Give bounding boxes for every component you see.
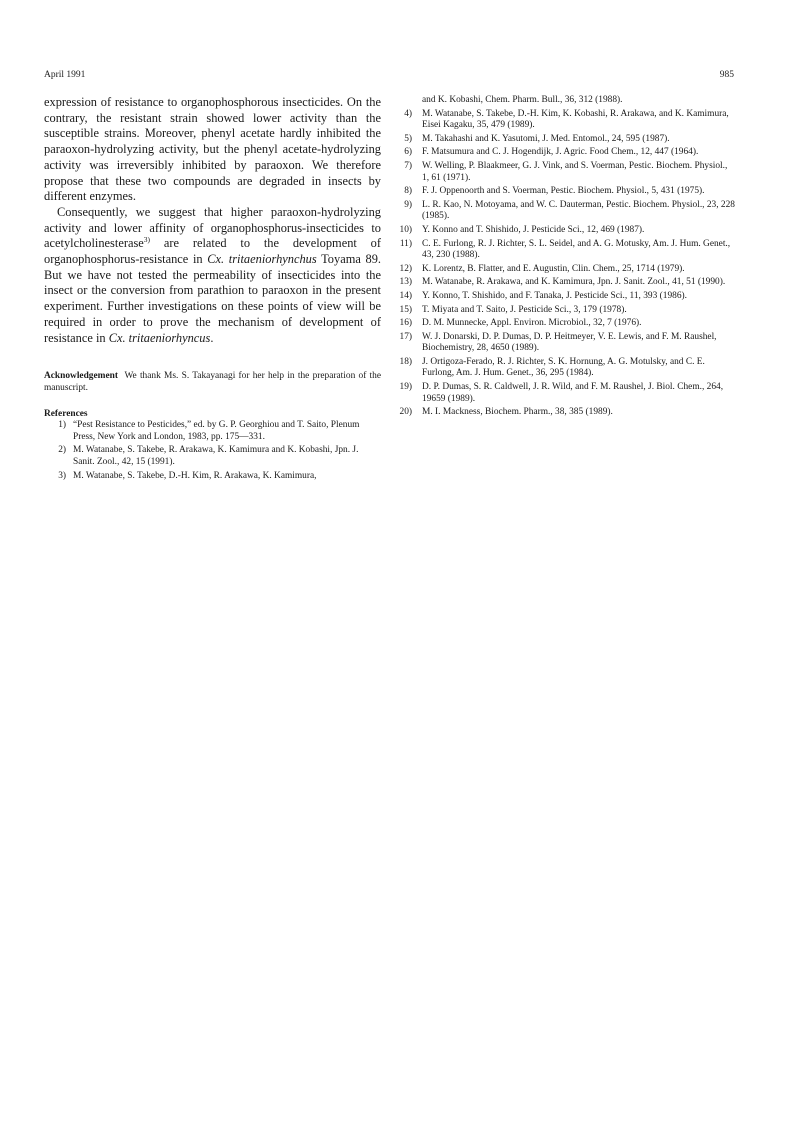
citation-sup: 3) <box>143 235 151 245</box>
reference-item <box>398 291 736 303</box>
reference-number: 12) <box>399 263 412 274</box>
reference-item <box>398 305 736 317</box>
reference-number: 9) <box>404 199 412 210</box>
paragraph-2-part-b: are related to the development of organophosphorus-resistance in <box>44 236 381 267</box>
acknowledgement-text: We thank Ms. S. Takayanagi for her help in the preparation of the manuscript. <box>44 371 382 394</box>
reference-number: 17) <box>399 331 412 342</box>
paragraph-1: expression of resistance to organophosphorous insecticides. On the contrary, the resistant strain showed lower activity than the susceptible strains. Moreover, phenyl acetate hardly inhibited the paraoxon-hydrolyzing activity, but the phenyl acetate-hydrolyzing activity was irreversibly inhibited by paraoxon. We therefore propose that these two compounds are degraded in insects by different enzymes. <box>44 95 381 204</box>
reference-text: M. Takahashi and K. Yasutomi, J. Med. Entomol., 24, 595 (1987). <box>422 133 670 144</box>
reference-item <box>398 186 736 198</box>
reference-number: 2) <box>58 445 66 456</box>
reference-number: 8) <box>404 186 412 197</box>
reference-item <box>398 225 736 237</box>
reference-number: 18) <box>399 356 412 367</box>
reference-number: 3) <box>58 470 66 481</box>
reference-number: 16) <box>399 318 412 329</box>
reference-number: 19) <box>399 382 412 393</box>
acknowledgement-label: Acknowledgement <box>44 371 118 382</box>
references-heading: References <box>44 409 88 420</box>
reference-text: Y. Konno, T. Shishido, and F. Tanaka, J. Pesticide Sci., 11, 393 (1986). <box>422 290 687 301</box>
references-list-right <box>398 95 736 419</box>
reference-item <box>398 161 736 184</box>
reference-item <box>398 239 736 262</box>
reference-text: D. P. Dumas, S. R. Caldwell, J. R. Wild, and F. M. Raushel, J. Biol. Chem., 264, 19659 (1989). <box>422 382 724 404</box>
reference-item <box>44 445 381 468</box>
reference-text: W. Welling, P. Blaakmeer, G. J. Vink, and S. Voerman, Pestic. Biochem. Physiol., 1, 61 (1971). <box>422 160 728 183</box>
reference-text: M. Watanabe, R. Arakawa, and K. Kamimura, Jpn. J. Sanit. Zool., 41, 51 (1990). <box>422 277 726 288</box>
reference-text: M. Watanabe, S. Takebe, D.-H. Kim, R. Arakawa, K. Kamimura, <box>73 470 317 481</box>
reference-text: “Pest Resistance to Pesticides,” ed. by G. P. Georghiou and T. Saito, Plenum Press, New York and London, 1983, pp. 175—331. <box>73 420 360 442</box>
reference-text: F. Matsumura and C. J. Hogendijk, J. Agric. Food Chem., 12, 447 (1964). <box>422 147 699 158</box>
right-column <box>398 95 736 421</box>
reference-text: and K. Kobashi, Chem. Pharm. Bull., 36, 312 (1988). <box>422 95 623 105</box>
reference-item <box>398 382 736 405</box>
reference-item <box>398 147 736 159</box>
reference-item <box>398 332 736 355</box>
reference-text: M. Watanabe, S. Takebe, D.-H. Kim, K. Kobashi, R. Arakawa, and K. Kamimura, Eisei Kagaku, 35, 479 (1989). <box>422 108 729 131</box>
reference-number: 13) <box>399 277 412 288</box>
reference-continuation <box>398 95 736 107</box>
reference-number: 4) <box>404 108 412 119</box>
reference-item <box>398 318 736 330</box>
reference-text: K. Lorentz, B. Flatter, and E. Augustin, Clin. Chem., 25, 1714 (1979). <box>422 263 685 274</box>
reference-item <box>398 407 736 419</box>
reference-text: L. R. Kao, N. Motoyama, and W. C. Dauterman, Pestic. Biochem. Physiol., 23, 228 (1985). <box>422 199 735 222</box>
body-text <box>44 95 381 346</box>
reference-item <box>398 277 736 289</box>
reference-item <box>398 200 736 223</box>
reference-number: 14) <box>399 290 412 301</box>
reference-number: 15) <box>399 304 412 315</box>
reference-number: 1) <box>58 420 66 431</box>
reference-number: 6) <box>404 147 412 158</box>
reference-text: F. J. Oppenoorth and S. Voerman, Pestic. Biochem. Physiol., 5, 431 (1975). <box>422 186 705 197</box>
paragraph-2-part-a: Consequently, we suggest that higher paraoxon-hydrolyzing activity and lower affinity of organophosphorus-insecticides to acetylcholinesterase <box>44 204 381 251</box>
paragraph-2-part-d: . <box>210 330 214 345</box>
left-column <box>44 95 381 484</box>
acknowledgement <box>44 370 381 394</box>
reference-text: W. J. Donarski, D. P. Dumas, D. P. Heitmeyer, V. E. Lewis, and F. M. Raushel, Biochemistry, 28, 4650 (1989). <box>422 331 717 354</box>
reference-item <box>398 357 736 380</box>
reference-text: Y. Konno and T. Shishido, J. Pesticide Sci., 12, 469 (1987). <box>422 224 645 235</box>
reference-item <box>398 264 736 276</box>
reference-text: D. M. Munnecke, Appl. Environ. Microbiol., 32, 7 (1976). <box>422 318 642 329</box>
page-number: 985 <box>719 70 734 80</box>
reference-item <box>398 109 736 132</box>
reference-text: M. I. Mackness, Biochem. Pharm., 38, 385 (1989). <box>422 407 613 418</box>
species-name-1: Cx. tritaeniorhynchus <box>207 252 317 267</box>
reference-number: 10) <box>399 224 412 235</box>
species-name-2: Cx. tritaeniorhyncus <box>108 330 211 345</box>
reference-number: 20) <box>399 407 412 418</box>
reference-item <box>44 471 381 483</box>
reference-text: M. Watanabe, S. Takebe, R. Arakawa, K. Kamimura and K. Kobashi, Jpn. J. Sanit. Zool., 42, 15 (1991). <box>73 445 359 468</box>
paragraph-2 <box>44 205 381 346</box>
reference-text: C. E. Furlong, R. J. Richter, S. L. Seidel, and A. G. Motusky, Am. J. Hum. Genet., 43, 230 (1988). <box>422 238 731 261</box>
paragraph-2-part-c: Toyama 89. But we have not tested the permeability of insecticides into the insect or the conversion from parathion to paraoxon in the present experiment. Further investigations on these points of view will be required in order to prove the mechanism of development of resistance in <box>44 252 381 345</box>
reference-number: 7) <box>404 160 412 171</box>
reference-number: 11) <box>399 238 412 249</box>
references-list-left <box>44 420 381 482</box>
reference-text: T. Miyata and T. Saito, J. Pesticide Sci., 3, 179 (1978). <box>422 304 627 315</box>
reference-item <box>398 134 736 146</box>
reference-text: J. Ortigoza-Ferado, R. J. Richter, S. K. Hornung, A. G. Motulsky, and C. E. Furlong, Am. J. Hum. Genet., 36, 295 (1984). <box>422 356 705 379</box>
reference-number: 5) <box>404 133 412 144</box>
reference-item <box>44 420 381 443</box>
running-header-date: April 1991 <box>44 70 86 80</box>
